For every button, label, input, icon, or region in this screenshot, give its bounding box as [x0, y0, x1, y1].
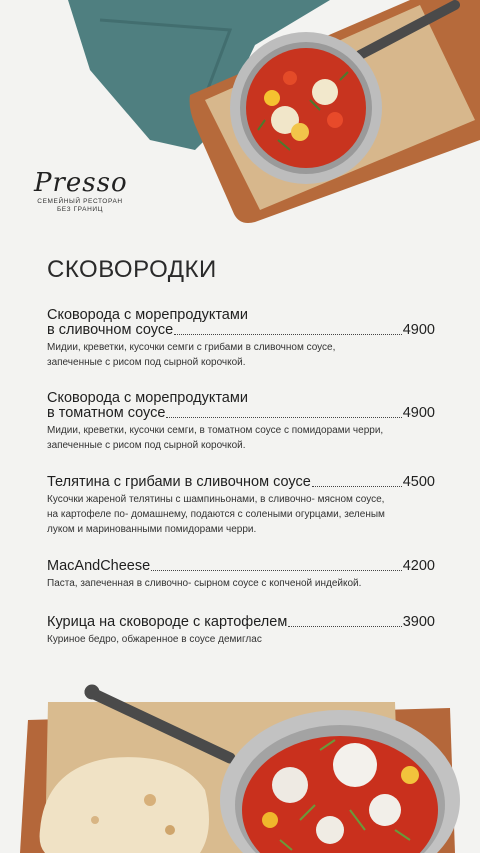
item-description: Кусочки жареной телятины с шампиньонами, в сливочно- мясном соусе, на картофеле по- домашнему, подаются с солеными огурцами, зеленым луком и маринованными помидорами черри.: [47, 494, 385, 535]
menu-item: [47, 475, 435, 537]
item-name-cont: в томатном соусе: [47, 405, 166, 421]
dot-leader: [166, 417, 401, 418]
logo-tagline-1: СЕМЕЙНЫЙ РЕСТОРАН: [37, 198, 123, 205]
item-description: Мидии, креветки, кусочки семги, в томатном соусе с помидорами черри, запеченные с рисом под сырной корочкой.: [47, 425, 384, 451]
item-price: 4200: [402, 558, 435, 574]
section-title: СКОВОРОДКИ: [47, 256, 217, 283]
menu-item: [47, 391, 435, 453]
dot-leader: [174, 334, 402, 335]
item-name: Сковорода с морепродуктами: [47, 307, 248, 323]
menu-item: [47, 308, 435, 370]
item-price: 3900: [402, 614, 435, 630]
item-price: 4900: [402, 405, 435, 421]
restaurant-logo: [34, 168, 134, 214]
menu-item: [47, 559, 435, 591]
item-description: Мидии, креветки, кусочки семги с грибами в сливочном соусе, запеченные с рисом под сырной корочкой.: [47, 342, 336, 368]
item-price: 4900: [402, 322, 435, 338]
item-description: Паста, запеченная в сливочно- сырном соусе с копченой индейкой.: [47, 578, 362, 589]
bottom-food-photo: [0, 680, 480, 853]
item-name: Сковорода с морепродуктами: [47, 390, 248, 406]
dot-leader: [151, 570, 402, 571]
dot-leader: [312, 486, 402, 487]
item-name: Телятина с грибами в сливочном соусе: [47, 474, 311, 490]
item-name-cont: в сливочном соусе: [47, 322, 174, 338]
item-name: MacAndCheese: [47, 558, 151, 574]
dot-leader: [288, 626, 401, 627]
item-description: Куриное бедро, обжаренное в соусе демиглас: [47, 634, 262, 645]
logo-tagline-2: БЕЗ ГРАНИЦ: [56, 206, 104, 213]
menu-item: [47, 615, 435, 647]
logo-wordmark: Presso: [34, 168, 128, 198]
item-price: 4500: [402, 474, 435, 490]
item-name: Курица на сковороде с картофелем: [47, 614, 288, 630]
